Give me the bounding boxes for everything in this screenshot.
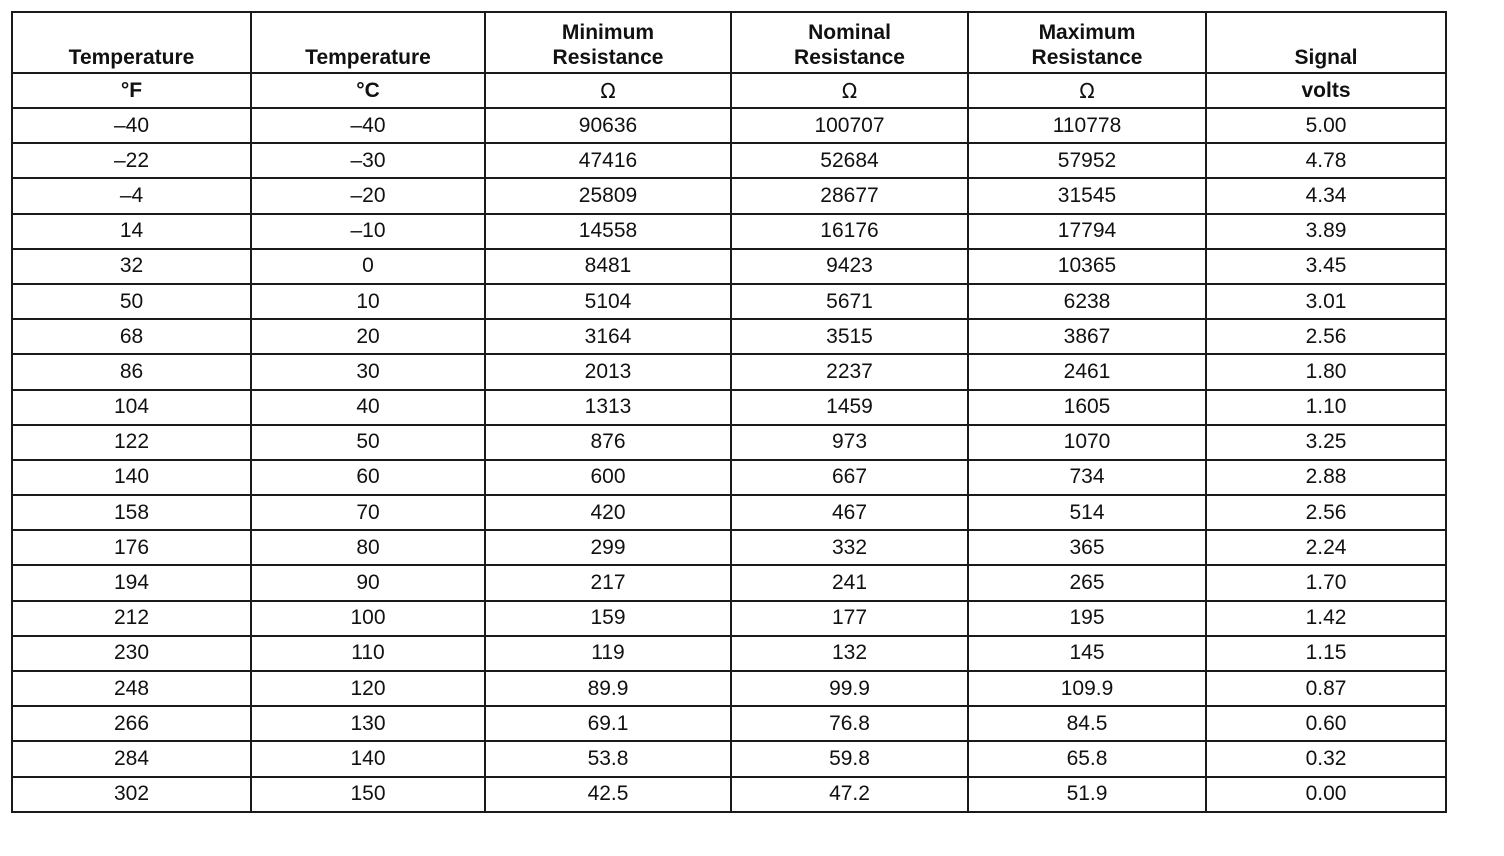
cell-nom-resistance: 332 bbox=[731, 530, 968, 565]
header-line2: Signal bbox=[1294, 46, 1358, 69]
cell-max-resistance: 2461 bbox=[968, 354, 1206, 389]
cell-signal: 4.34 bbox=[1206, 178, 1446, 213]
cell-signal: 3.45 bbox=[1206, 249, 1446, 284]
table-row bbox=[12, 143, 1446, 178]
cell-signal: 2.24 bbox=[1206, 530, 1446, 565]
cell-nom-resistance: 47.2 bbox=[731, 777, 968, 812]
cell-temp-c: 70 bbox=[251, 495, 485, 530]
cell-min-resistance: 53.8 bbox=[485, 741, 731, 776]
cell-max-resistance: 110778 bbox=[968, 108, 1206, 143]
cell-temp-f: 302 bbox=[12, 777, 251, 812]
cell-max-resistance: 10365 bbox=[968, 249, 1206, 284]
cell-signal: 0.00 bbox=[1206, 777, 1446, 812]
cell-temp-c: 100 bbox=[251, 601, 485, 636]
cell-temp-c: –10 bbox=[251, 214, 485, 249]
cell-max-resistance: 51.9 bbox=[968, 777, 1206, 812]
cell-temp-f: 14 bbox=[12, 214, 251, 249]
header-maximum-resistance bbox=[968, 12, 1206, 73]
cell-max-resistance: 65.8 bbox=[968, 741, 1206, 776]
cell-max-resistance: 1605 bbox=[968, 390, 1206, 425]
table-row bbox=[12, 108, 1446, 143]
table-row bbox=[12, 741, 1446, 776]
cell-signal: 2.56 bbox=[1206, 319, 1446, 354]
cell-max-resistance: 734 bbox=[968, 460, 1206, 495]
cell-temp-f: 104 bbox=[12, 390, 251, 425]
unit-ohm: Ω bbox=[731, 73, 968, 108]
table-row bbox=[12, 319, 1446, 354]
cell-temp-f: 212 bbox=[12, 601, 251, 636]
cell-nom-resistance: 59.8 bbox=[731, 741, 968, 776]
unit-celsius: °C bbox=[251, 73, 485, 108]
cell-max-resistance: 84.5 bbox=[968, 706, 1206, 741]
cell-min-resistance: 1313 bbox=[485, 390, 731, 425]
table-row bbox=[12, 706, 1446, 741]
cell-nom-resistance: 667 bbox=[731, 460, 968, 495]
header-temperature-c bbox=[251, 12, 485, 73]
cell-nom-resistance: 100707 bbox=[731, 108, 968, 143]
cell-temp-f: 86 bbox=[12, 354, 251, 389]
header-row bbox=[12, 12, 1446, 73]
cell-temp-f: 32 bbox=[12, 249, 251, 284]
table-row bbox=[12, 565, 1446, 600]
table-row bbox=[12, 601, 1446, 636]
table-body bbox=[12, 108, 1446, 812]
cell-temp-c: –30 bbox=[251, 143, 485, 178]
cell-temp-f: 176 bbox=[12, 530, 251, 565]
cell-min-resistance: 69.1 bbox=[485, 706, 731, 741]
cell-temp-f: –4 bbox=[12, 178, 251, 213]
header-line2: Resistance bbox=[1031, 46, 1143, 69]
cell-temp-c: 140 bbox=[251, 741, 485, 776]
unit-ohm: Ω bbox=[968, 73, 1206, 108]
cell-temp-c: 20 bbox=[251, 319, 485, 354]
cell-temp-f: –22 bbox=[12, 143, 251, 178]
cell-min-resistance: 90636 bbox=[485, 108, 731, 143]
cell-min-resistance: 600 bbox=[485, 460, 731, 495]
cell-temp-f: 50 bbox=[12, 284, 251, 319]
unit-fahrenheit: °F bbox=[12, 73, 251, 108]
cell-nom-resistance: 1459 bbox=[731, 390, 968, 425]
cell-signal: 1.15 bbox=[1206, 636, 1446, 671]
cell-max-resistance: 365 bbox=[968, 530, 1206, 565]
cell-temp-c: 120 bbox=[251, 671, 485, 706]
cell-min-resistance: 420 bbox=[485, 495, 731, 530]
cell-signal: 3.89 bbox=[1206, 214, 1446, 249]
cell-nom-resistance: 9423 bbox=[731, 249, 968, 284]
cell-signal: 1.42 bbox=[1206, 601, 1446, 636]
cell-max-resistance: 57952 bbox=[968, 143, 1206, 178]
cell-temp-f: 248 bbox=[12, 671, 251, 706]
cell-signal: 1.10 bbox=[1206, 390, 1446, 425]
cell-temp-f: 68 bbox=[12, 319, 251, 354]
header-line2: Resistance bbox=[552, 46, 664, 69]
header-line2: Temperature bbox=[305, 46, 431, 69]
table-row bbox=[12, 671, 1446, 706]
cell-temp-f: 230 bbox=[12, 636, 251, 671]
header-line1: Nominal bbox=[808, 21, 891, 44]
cell-nom-resistance: 99.9 bbox=[731, 671, 968, 706]
cell-temp-f: 140 bbox=[12, 460, 251, 495]
cell-temp-c: –20 bbox=[251, 178, 485, 213]
cell-nom-resistance: 5671 bbox=[731, 284, 968, 319]
table-row bbox=[12, 178, 1446, 213]
cell-signal: 0.60 bbox=[1206, 706, 1446, 741]
cell-min-resistance: 14558 bbox=[485, 214, 731, 249]
cell-nom-resistance: 16176 bbox=[731, 214, 968, 249]
cell-signal: 3.25 bbox=[1206, 425, 1446, 460]
table-row bbox=[12, 425, 1446, 460]
cell-nom-resistance: 3515 bbox=[731, 319, 968, 354]
cell-signal: 3.01 bbox=[1206, 284, 1446, 319]
cell-min-resistance: 159 bbox=[485, 601, 731, 636]
cell-min-resistance: 3164 bbox=[485, 319, 731, 354]
cell-temp-f: 122 bbox=[12, 425, 251, 460]
cell-max-resistance: 1070 bbox=[968, 425, 1206, 460]
cell-temp-f: 158 bbox=[12, 495, 251, 530]
cell-max-resistance: 265 bbox=[968, 565, 1206, 600]
cell-signal: 0.87 bbox=[1206, 671, 1446, 706]
unit-row bbox=[12, 73, 1446, 108]
cell-min-resistance: 8481 bbox=[485, 249, 731, 284]
cell-nom-resistance: 177 bbox=[731, 601, 968, 636]
cell-max-resistance: 145 bbox=[968, 636, 1206, 671]
cell-temp-c: 110 bbox=[251, 636, 485, 671]
header-nominal-resistance bbox=[731, 12, 968, 73]
cell-temp-c: –40 bbox=[251, 108, 485, 143]
cell-temp-c: 150 bbox=[251, 777, 485, 812]
cell-min-resistance: 89.9 bbox=[485, 671, 731, 706]
cell-signal: 2.56 bbox=[1206, 495, 1446, 530]
table-row bbox=[12, 214, 1446, 249]
cell-temp-c: 130 bbox=[251, 706, 485, 741]
cell-max-resistance: 6238 bbox=[968, 284, 1206, 319]
header-minimum-resistance bbox=[485, 12, 731, 73]
cell-temp-c: 0 bbox=[251, 249, 485, 284]
table-row bbox=[12, 636, 1446, 671]
cell-signal: 2.88 bbox=[1206, 460, 1446, 495]
cell-max-resistance: 514 bbox=[968, 495, 1206, 530]
cell-temp-c: 30 bbox=[251, 354, 485, 389]
table-row bbox=[12, 530, 1446, 565]
table-row bbox=[12, 284, 1446, 319]
cell-nom-resistance: 973 bbox=[731, 425, 968, 460]
cell-min-resistance: 47416 bbox=[485, 143, 731, 178]
cell-nom-resistance: 241 bbox=[731, 565, 968, 600]
cell-signal: 4.78 bbox=[1206, 143, 1446, 178]
cell-max-resistance: 109.9 bbox=[968, 671, 1206, 706]
header-line1: Maximum bbox=[1038, 21, 1136, 44]
cell-max-resistance: 3867 bbox=[968, 319, 1206, 354]
header-temperature-f bbox=[12, 12, 251, 73]
cell-min-resistance: 217 bbox=[485, 565, 731, 600]
unit-ohm: Ω bbox=[485, 73, 731, 108]
cell-signal: 1.70 bbox=[1206, 565, 1446, 600]
cell-temp-c: 60 bbox=[251, 460, 485, 495]
header-signal bbox=[1206, 12, 1446, 73]
cell-temp-c: 40 bbox=[251, 390, 485, 425]
cell-min-resistance: 2013 bbox=[485, 354, 731, 389]
cell-temp-c: 90 bbox=[251, 565, 485, 600]
unit-volts: volts bbox=[1206, 73, 1446, 108]
cell-min-resistance: 42.5 bbox=[485, 777, 731, 812]
table-row bbox=[12, 460, 1446, 495]
header-line2: Resistance bbox=[794, 46, 905, 69]
table-row bbox=[12, 777, 1446, 812]
cell-signal: 0.32 bbox=[1206, 741, 1446, 776]
cell-signal: 1.80 bbox=[1206, 354, 1446, 389]
cell-temp-f: 194 bbox=[12, 565, 251, 600]
cell-nom-resistance: 2237 bbox=[731, 354, 968, 389]
cell-temp-f: 266 bbox=[12, 706, 251, 741]
table-row bbox=[12, 354, 1446, 389]
cell-max-resistance: 195 bbox=[968, 601, 1206, 636]
header-line2: Temperature bbox=[68, 46, 195, 69]
cell-nom-resistance: 76.8 bbox=[731, 706, 968, 741]
cell-min-resistance: 119 bbox=[485, 636, 731, 671]
cell-max-resistance: 31545 bbox=[968, 178, 1206, 213]
document-sheet bbox=[11, 11, 1445, 813]
table-row bbox=[12, 390, 1446, 425]
cell-temp-f: 284 bbox=[12, 741, 251, 776]
cell-min-resistance: 5104 bbox=[485, 284, 731, 319]
header-line1: Minimum bbox=[561, 21, 655, 44]
temperature-resistance-table bbox=[11, 11, 1447, 813]
cell-min-resistance: 25809 bbox=[485, 178, 731, 213]
cell-nom-resistance: 467 bbox=[731, 495, 968, 530]
cell-max-resistance: 17794 bbox=[968, 214, 1206, 249]
cell-signal: 5.00 bbox=[1206, 108, 1446, 143]
table-row bbox=[12, 249, 1446, 284]
table-row bbox=[12, 495, 1446, 530]
cell-temp-c: 50 bbox=[251, 425, 485, 460]
cell-nom-resistance: 52684 bbox=[731, 143, 968, 178]
cell-min-resistance: 299 bbox=[485, 530, 731, 565]
cell-temp-f: –40 bbox=[12, 108, 251, 143]
cell-nom-resistance: 28677 bbox=[731, 178, 968, 213]
cell-temp-c: 10 bbox=[251, 284, 485, 319]
cell-nom-resistance: 132 bbox=[731, 636, 968, 671]
cell-min-resistance: 876 bbox=[485, 425, 731, 460]
cell-temp-c: 80 bbox=[251, 530, 485, 565]
